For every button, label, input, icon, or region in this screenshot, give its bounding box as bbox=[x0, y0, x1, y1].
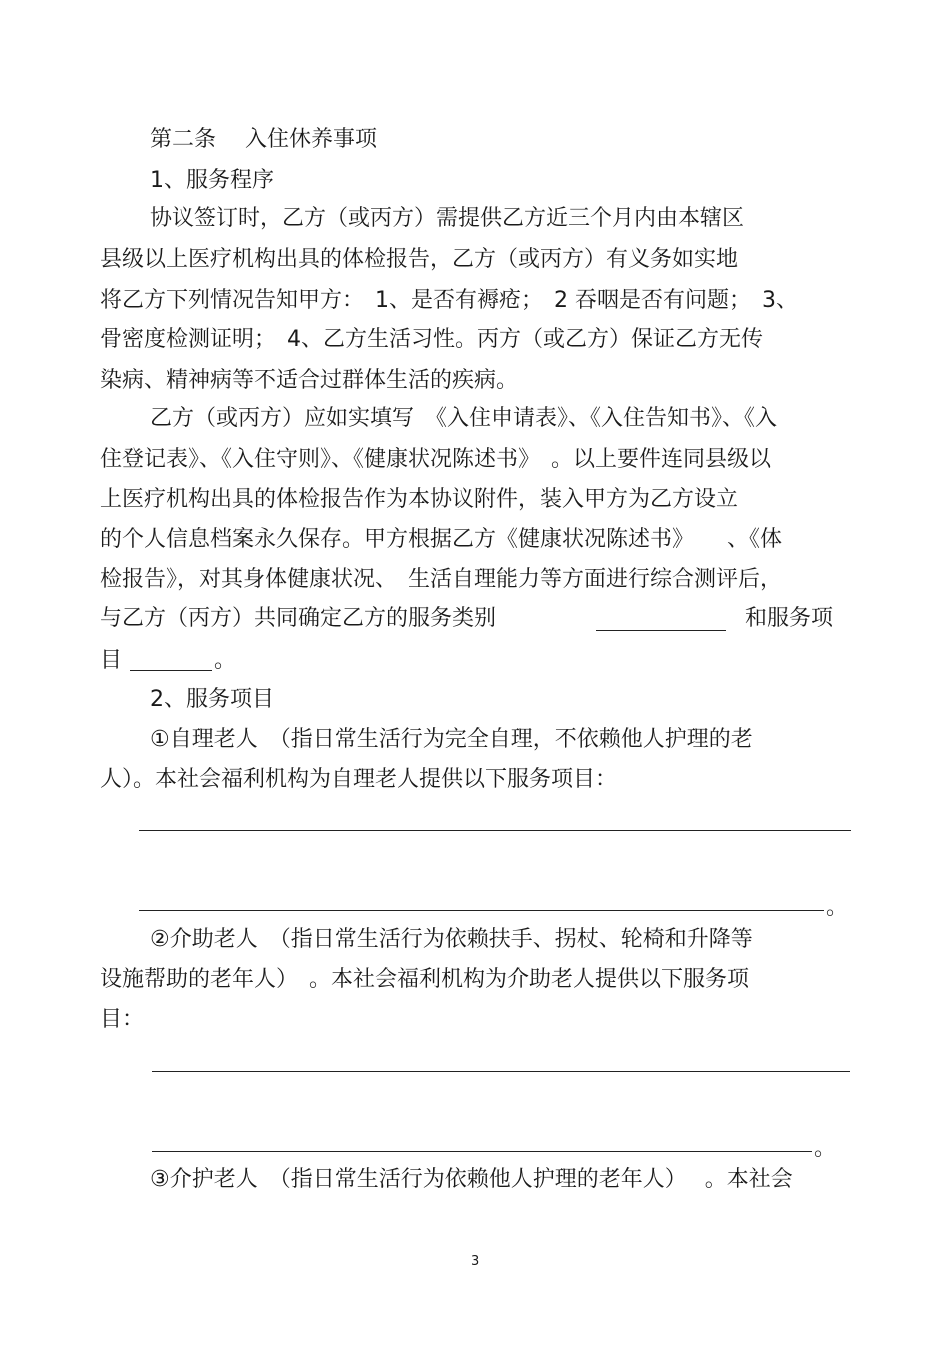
fill-in-line[interactable] bbox=[152, 1071, 850, 1072]
paragraph-line: 与乙方（丙方）共同确定乙方的服务类别 bbox=[100, 606, 497, 631]
item-self-care-line: 人）。本社会福利机构为自理老人提供以下服务项目： bbox=[100, 767, 618, 792]
article-title: 第二条 入住休养事项 bbox=[150, 127, 377, 152]
item-assisted-line: 目： bbox=[100, 1007, 145, 1032]
paragraph-line: 目 bbox=[100, 648, 123, 673]
line-end-period: 。 bbox=[826, 895, 849, 920]
paragraph-line: 上医疗机构出具的体检报告作为本协议附件，装入甲方为乙方设立 bbox=[100, 487, 739, 512]
service-item-blank[interactable] bbox=[130, 670, 212, 671]
line-end-period: 。 bbox=[814, 1136, 837, 1161]
item-assisted-line: 设施帮助的老年人） 。本社会福利机构为介助老人提供以下服务项 bbox=[100, 967, 750, 992]
fill-in-line[interactable] bbox=[139, 910, 824, 911]
fill-in-line[interactable] bbox=[152, 1151, 812, 1152]
paragraph-line: 乙方（或丙方）应如实填写 《入住申请表》、《入住告知书》、《入 bbox=[150, 406, 778, 431]
paragraph-line: 将乙方下列情况告知甲方： 1、是否有褥疮； 2 吞咽是否有问题； 3、 bbox=[100, 288, 798, 313]
page-number: 3 bbox=[471, 1254, 480, 1269]
section-heading-service-items: 2、服务项目 bbox=[150, 687, 274, 712]
item-self-care-line: ①自理老人 （指日常生活行为完全自理，不依赖他人护理的老 bbox=[150, 727, 753, 752]
fill-in-line[interactable] bbox=[139, 830, 851, 831]
section-heading-service-procedure: 1、服务程序 bbox=[150, 168, 274, 193]
service-category-blank[interactable] bbox=[596, 630, 726, 631]
paragraph-line: 县级以上医疗机构出具的体检报告，乙方（或丙方）有义务如实地 bbox=[100, 247, 739, 272]
paragraph-line: 的个人信息档案永久保存。甲方根据乙方《健康状况陈述书》 、《体 bbox=[100, 527, 783, 552]
paragraph-line: 。 bbox=[214, 648, 237, 673]
paragraph-line: 染病、精神病等不适合过群体生活的疾病。 bbox=[100, 368, 519, 393]
paragraph-line: 骨密度检测证明； 4、乙方生活习性。丙方（或乙方）保证乙方无传 bbox=[100, 327, 763, 352]
paragraph-line: 和服务项 bbox=[745, 606, 834, 631]
paragraph-line: 住登记表》、《入住守则》、《健康状况陈述书》 。以上要件连同县级以 bbox=[100, 447, 772, 472]
item-assisted-line: ②介助老人 （指日常生活行为依赖扶手、拐杖、轮椅和升降等 bbox=[150, 927, 753, 952]
paragraph-line: 检报告》，对其身体健康状况、 生活自理能力等方面进行综合测评后， bbox=[100, 567, 783, 592]
item-nursing-line: ③介护老人 （指日常生活行为依赖他人护理的老年人） 。本社会 bbox=[150, 1167, 793, 1192]
paragraph-line: 协议签订时，乙方（或丙方）需提供乙方近三个月内由本辖区 bbox=[150, 206, 745, 231]
